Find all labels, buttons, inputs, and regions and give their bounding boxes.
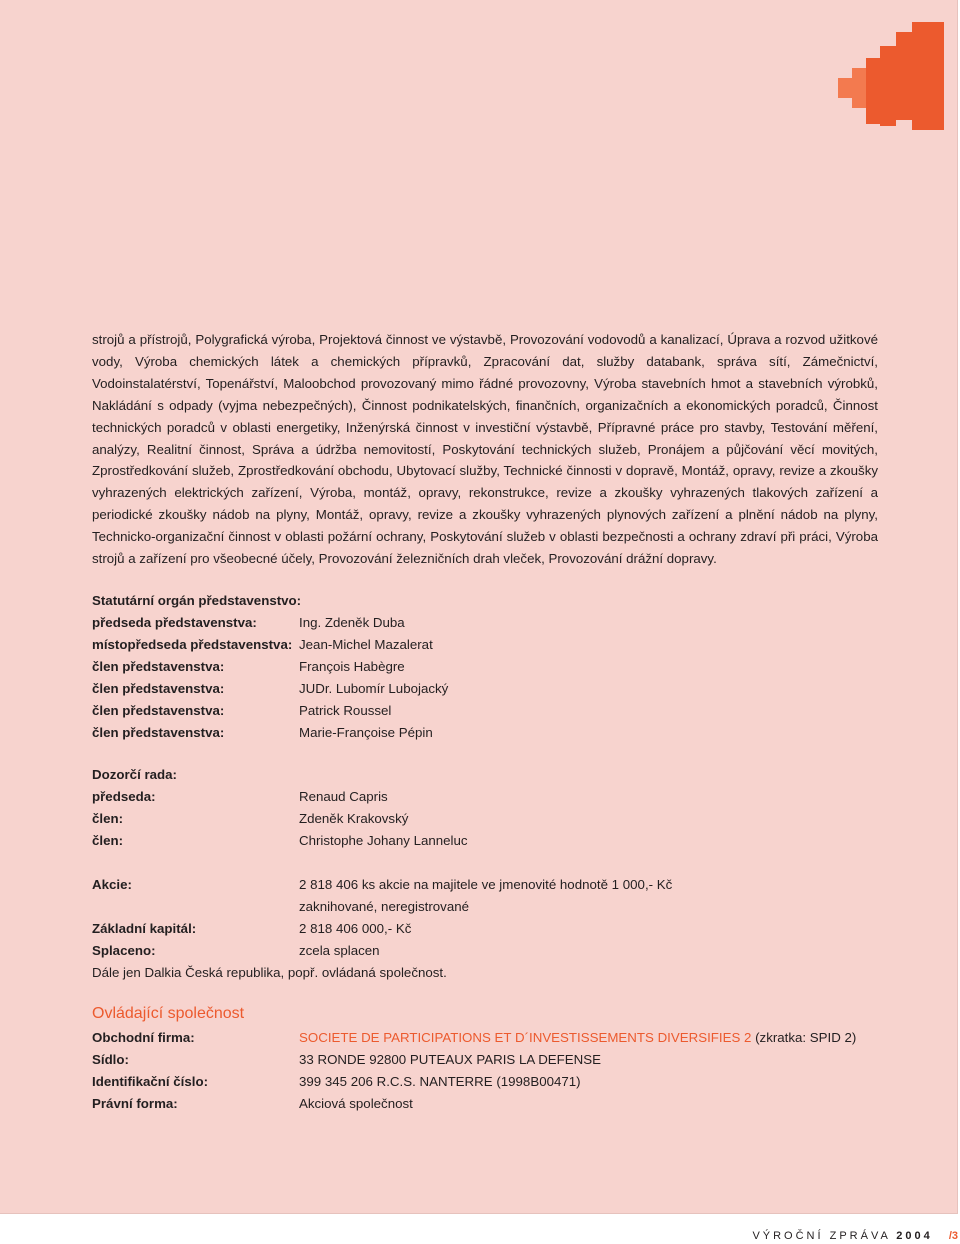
business-activities-text: strojů a přístrojů, Polygrafická výroba, Projektová činnost ve výstavbě, Provozování vodovodů a kanalizací, Úprava a rozvod užitkové vody, Výroba chemických látek a chemických přípravků, Zpracování dat, služby databank, správa sítí, Zámečnictví, Vodoinstalatérství, Topenářství, Maloobchod provozovaný mimo řádné provozovny, Výroba stavebních hmot a stavebních výrobků, Nakládání s odpady (vyjma nebezpečných), Činnost podnikatelských, finančních, organizačních a ekonomických poradců, Činnost technických poradců v oblasti energetiky, Inženýrská činnost v investiční výstavbě, Přípravné práce pro stavby, Testování měření, analýzy, Realitní činnost, Správa a údržba nemovitostí, Poskytování technických služeb, Pronájem a půjčování věcí movitých, Zprostředkování služeb, Zprostředkování obchodu, Ubytovací služby, Technické činnosti v dopravě, Montáž, opravy, revize a zkoušky vyhrazených elektrických zařízení, Výroba, montáž, opravy, rekonstrukce, revize a zkoušky vyhrazených tlakových zařízení a periodické zkoušky nádob na plyny, Montáž, opravy, revize a zkoušky vyhrazených plynových zařízení a plnění nádob na plyny, Technicko-organizační činnost v oblasti požární ochrany, Poskytování služeb v oblasti bezpečnosti a ochrany zdraví při práci, Výroba strojů a zařízení pro všeobecné účely, Provozování železničních drah vleček, Provozování drážní dopravy. — [92, 332, 878, 567]
firm-label: Obchodní firma: — [92, 1030, 195, 1045]
id-value: 399 345 206 R.C.S. NANTERRE (1998B00471) — [299, 1074, 581, 1089]
shares-value: 2 818 406 ks akcie na majitele ve jmenovité hodnotě 1 000,- Kč — [299, 877, 673, 892]
paid-value: zcela splacen — [299, 943, 380, 958]
page-footer — [752, 1230, 958, 1242]
id-label: Identifikační číslo: — [92, 1074, 209, 1089]
capital-label: Základní kapitál: — [92, 921, 197, 936]
supervisory-heading: Dozorčí rada: — [92, 767, 177, 782]
seat-label: Sídlo: — [92, 1052, 129, 1067]
firm-abbreviation: (zkratka: SPID 2) — [751, 1030, 857, 1045]
firm-value: SOCIETE DE PARTICIPATIONS ET D´INVESTISSEMENTS DIVERSIFIES 2 — [299, 1030, 752, 1045]
logo-pixel-mark — [838, 22, 944, 130]
legal-form-label: Právní forma: — [92, 1096, 178, 1111]
seat-value: 33 RONDE 92800 PUTEAUX PARIS LA DEFENSE — [299, 1052, 602, 1067]
statutory-heading: Statutární orgán představenstvo: — [92, 593, 302, 608]
shares-label: Akcie: — [92, 877, 132, 892]
report-title: VÝROČNÍ ZPRÁVA — [752, 1230, 891, 1242]
shares-note: Dále jen Dalkia Česká republika, popř. ovládaná společnost. — [92, 965, 447, 980]
report-year: 2004 — [896, 1230, 933, 1242]
page-number: /3 — [948, 1230, 958, 1242]
paid-label: Splaceno: — [92, 943, 156, 958]
capital-value: 2 818 406 000,- Kč — [299, 921, 412, 936]
controlling-heading: Ovládající společnost — [92, 1005, 245, 1022]
legal-form-value: Akciová společnost — [299, 1096, 413, 1111]
shares-value-cont: zaknihované, neregistrované — [299, 899, 470, 914]
